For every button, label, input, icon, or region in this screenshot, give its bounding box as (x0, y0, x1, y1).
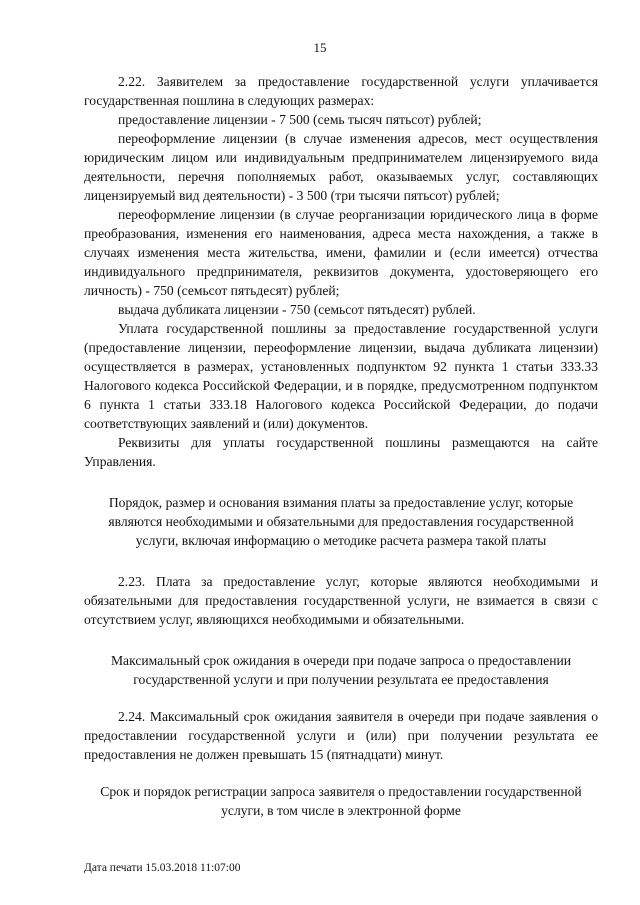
section-2-22-requisites: Реквизиты для уплаты государственной пошлины размещаются на сайте Управления. (84, 435, 598, 469)
section-2-23: 2.23. Плата за предоставление услуг, которые являются необходимыми и обязательными для предоставления государственной услуги, не взимается в связи с отсутствием услуг, являющихся необходимыми и обязательными. (84, 574, 598, 627)
fee-item-duplicate: выдача дубликата лицензии - 750 (семьсот пятьдесят) рублей. (118, 302, 476, 317)
section-2-22-intro: 2.22. Заявителем за предоставление государственной услуги уплачивается государственная пошлина в следующих размерах: (84, 74, 598, 108)
fee-item-license: предоставление лицензии - 7 500 (семь тысяч пятьсот) рублей; (118, 112, 482, 127)
fee-item-reissue-reorganization: переоформление лицензии (в случае реорганизации юридического лица в форме преобразования, изменения его наименования, адреса места нахождения, а также в случаях изменения места жительства, имени, фамилии и (если имеется) отчества индивидуального предпринимателя, реквизитов документа, удостоверяющего его личность) - 750 (семьсот пятьдесят) рублей; (84, 207, 598, 298)
print-date: Дата печати 15.03.2018 11:07:00 (84, 862, 241, 874)
heading-registration: Срок и порядок регистрации запроса заявителя о предоставлении государственной услуги, в том числе в электронной форме (100, 784, 582, 818)
section-2-22-payment: Уплата государственной пошлины за предоставление государственной услуги (предоставление лицензии, переоформление лицензии, выдача дубликата лицензии) осуществляется в размерах, установленных подпунктом 92 пункта 1 статьи 333.33 Налогового кодекса Российской Федерации, и в порядке, предусмотренном подпунктом 6 пункта 1 статьи 333.18 Налогового кодекса Российской Федерации, до подачи соответствующих заявлений и (или) документов. (84, 321, 598, 431)
fee-item-reissue-address: переоформление лицензии (в случае изменения адресов, мест осуществления юридическим лицом или индивидуальным предпринимателем лицензируемого вида деятельности, перечня пополняемых работ, оказываемых услуг, составляющих лицензируемый вид деятельности) - 3 500 (три тысячи пятьсот) рублей; (84, 131, 598, 203)
document-body (84, 72, 598, 820)
page-number: 15 (313, 40, 327, 55)
heading-wait-time: Максимальный срок ожидания в очереди при подаче запроса о предоставлении государственной услуги и при получении результата ее предоставления (110, 653, 572, 687)
heading-fees: Порядок, размер и основания взимания платы за предоставление услуг, которые являются необходимыми и обязательными для предоставления государственной услуги, включая информацию о методике расчета размера такой платы (108, 495, 574, 548)
section-2-24: 2.24. Максимальный срок ожидания заявителя в очереди при подаче заявления о предоставлении государственной услуги и (или) при получении результата ее предоставления не должен превышать 15 (пятнадцати) минут. (84, 709, 598, 762)
